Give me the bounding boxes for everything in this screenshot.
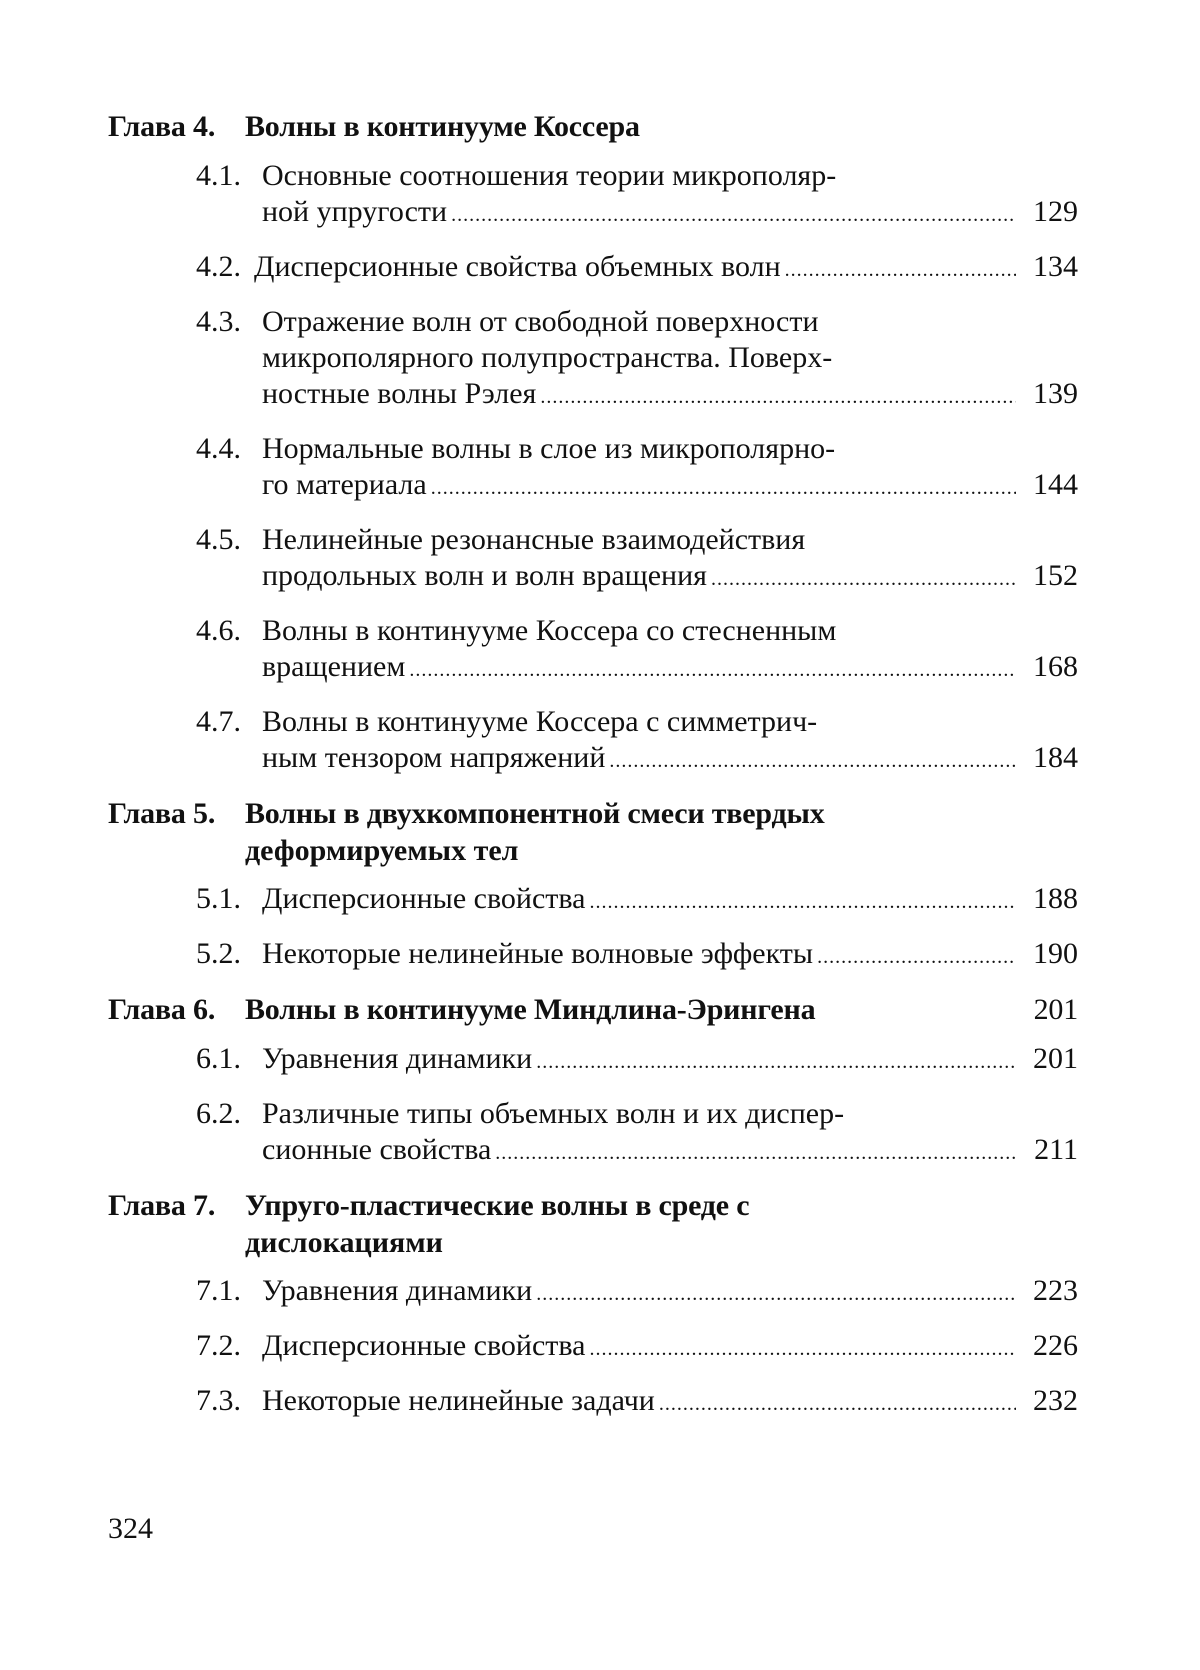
section-title: Некоторые нелинейные задачи	[262, 1384, 655, 1417]
toc-entry-4-3	[196, 304, 1078, 415]
table-of-contents	[108, 108, 1078, 1438]
dot-leader	[590, 884, 1017, 920]
section-title-continued: ным тензором напряжений	[262, 741, 606, 774]
dot-leader	[495, 1135, 1016, 1171]
section-title: Волны в континууме Коссера со стесненным	[262, 614, 837, 647]
dot-leader	[785, 252, 1016, 288]
toc-entry-7-2	[196, 1328, 1078, 1367]
toc-entry-6-1	[196, 1041, 1078, 1080]
section-title-continued: го материала	[262, 468, 427, 501]
toc-entry-6-2	[196, 1096, 1078, 1171]
page-ref: 201	[1033, 993, 1078, 1026]
chapter-label: Глава 7.	[108, 1189, 216, 1222]
section-number: 4.5.	[196, 523, 241, 556]
section-title-continued: продольных волн и волн вращения	[262, 559, 707, 592]
chapter-title: Волны в двухкомпонентной смеси твердых	[245, 797, 825, 830]
dot-leader	[659, 1386, 1016, 1422]
dot-leader	[431, 470, 1016, 506]
page-ref: 129	[1033, 195, 1078, 228]
toc-entry-4-4	[196, 431, 1078, 506]
section-number: 4.3.	[196, 305, 241, 338]
dot-leader	[817, 939, 1016, 975]
page-ref: 226	[1033, 1329, 1078, 1362]
chapter-7	[108, 1187, 1078, 1261]
dot-leader	[609, 743, 1016, 779]
dot-leader	[451, 197, 1016, 233]
section-number: 7.2.	[196, 1329, 241, 1362]
chapter-heading	[108, 108, 1078, 146]
section-number: 4.7.	[196, 705, 241, 738]
chapter-title: Волны в континууме Миндлина-Эрингена	[245, 993, 816, 1026]
section-number: 7.3.	[196, 1384, 241, 1417]
section-title-continued: ной упругости	[262, 195, 448, 228]
toc-entry-5-2	[196, 936, 1078, 975]
page-ref: 188	[1033, 882, 1078, 915]
page-ref: 223	[1033, 1274, 1078, 1307]
page-number: 324	[108, 1512, 153, 1545]
chapter-6	[108, 991, 1078, 1029]
toc-entry-7-1	[196, 1273, 1078, 1312]
section-title: Некоторые нелинейные волновые эффекты	[262, 937, 814, 970]
dot-leader	[409, 652, 1016, 688]
section-title: Дисперсионные свойства объемных волн	[254, 250, 781, 283]
page-ref: 232	[1033, 1384, 1078, 1417]
section-number: 4.4.	[196, 432, 241, 465]
chapter-5	[108, 795, 1078, 869]
dot-leader	[590, 1331, 1017, 1367]
section-title: Уравнения динамики	[262, 1274, 533, 1307]
section-number: 4.2.	[196, 250, 241, 283]
toc-entry-4-5	[196, 522, 1078, 597]
section-number: 5.1.	[196, 882, 241, 915]
page-ref: 211	[1034, 1133, 1078, 1166]
section-title: Нормальные волны в слое из микрополярно-	[262, 432, 836, 465]
page-ref: 139	[1033, 377, 1078, 410]
section-number: 7.1.	[196, 1274, 241, 1307]
section-number: 6.2.	[196, 1097, 241, 1130]
toc-entry-7-3	[196, 1383, 1078, 1422]
section-number: 4.6.	[196, 614, 241, 647]
chapter-heading	[108, 991, 1078, 1029]
chapter-title: Упруго-пластические волны в среде с	[245, 1189, 750, 1222]
dot-leader	[536, 1276, 1016, 1312]
section-number: 5.2.	[196, 937, 241, 970]
toc-entry-4-6	[196, 613, 1078, 688]
page-ref: 144	[1033, 468, 1078, 501]
chapter-label: Глава 4.	[108, 110, 216, 143]
dot-leader	[540, 379, 1016, 415]
section-number: 4.1.	[196, 159, 241, 192]
toc-entry-5-1	[196, 881, 1078, 920]
chapter-heading	[108, 795, 1078, 833]
page-ref: 152	[1033, 559, 1078, 592]
chapter-title-continued: деформируемых тел	[245, 834, 519, 867]
section-title: Волны в континууме Коссера с симметрич-	[262, 705, 818, 738]
page-ref: 201	[1033, 1042, 1078, 1075]
chapter-heading	[108, 1187, 1078, 1225]
chapter-title-continued: дислокациями	[245, 1226, 443, 1259]
page-ref: 190	[1033, 937, 1078, 970]
section-title: Различные типы объемных волн и их диспер-	[262, 1097, 845, 1130]
dot-leader	[711, 561, 1016, 597]
page-ref: 134	[1033, 250, 1078, 283]
section-title-continued: сионные свойства	[262, 1133, 492, 1166]
toc-entry-4-1	[196, 158, 1078, 233]
section-title-continued: ностные волны Рэлея	[262, 377, 537, 410]
page-ref: 168	[1033, 650, 1078, 683]
section-title: Дисперсионные свойства	[262, 882, 586, 915]
section-title: Основные соотношения теории микрополяр-	[262, 159, 837, 192]
section-title: Дисперсионные свойства	[262, 1329, 586, 1362]
chapter-label: Глава 6.	[108, 993, 216, 1026]
toc-entry-4-2	[196, 249, 1078, 288]
section-number: 6.1.	[196, 1042, 241, 1075]
section-title: Отражение волн от свободной поверхности	[262, 305, 819, 338]
section-title-continued: вращением	[262, 650, 406, 683]
chapter-label: Глава 5.	[108, 797, 216, 830]
chapter-4	[108, 108, 1078, 146]
chapter-title: Волны в континууме Коссера	[245, 110, 640, 143]
section-title: Уравнения динамики	[262, 1042, 533, 1075]
dot-leader	[536, 1044, 1016, 1080]
page-ref: 184	[1033, 741, 1078, 774]
toc-entry-4-7	[196, 704, 1078, 779]
section-title: Нелинейные резонансные взаимодействия	[262, 523, 806, 556]
section-title-continued: микрополярного полупространства. Поверх-	[262, 341, 833, 374]
